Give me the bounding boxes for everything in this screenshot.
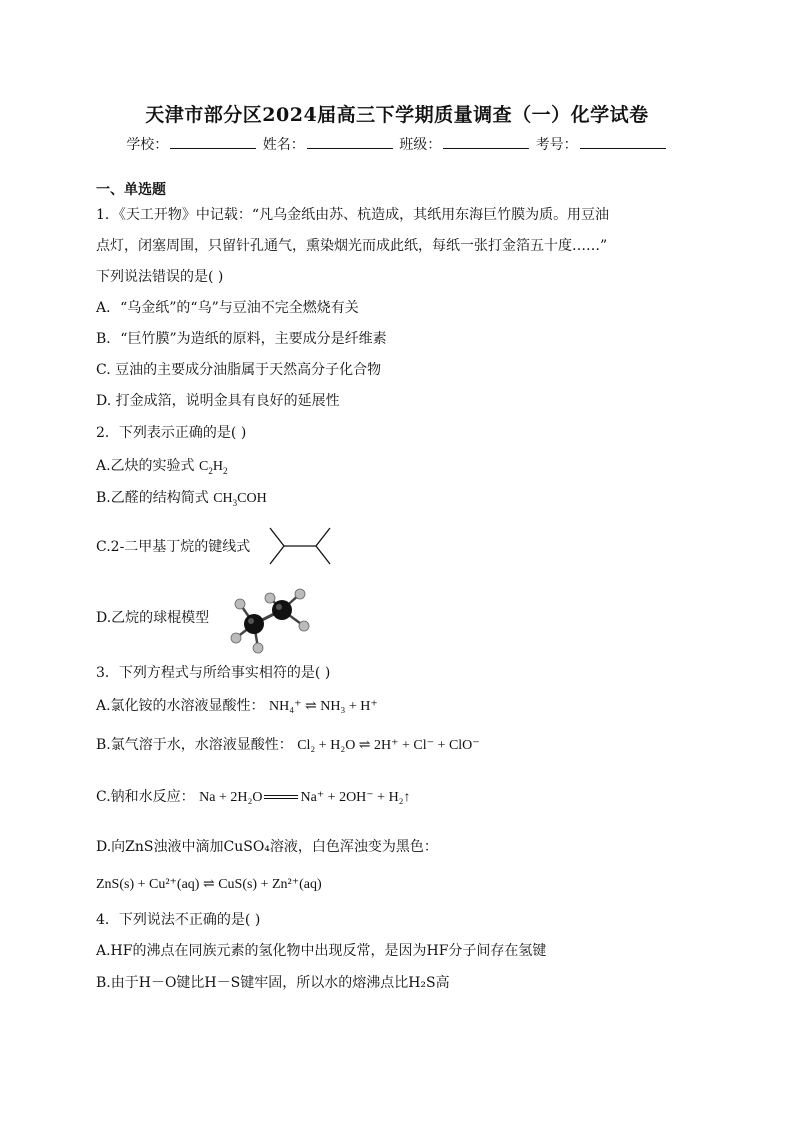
formula-sub: 2	[222, 465, 228, 476]
formula-part: COH	[237, 491, 267, 506]
formula-h: H	[212, 459, 223, 474]
q2-option-c-text: C.2-二甲基丁烷的键线式	[96, 539, 251, 555]
q2-option-d-text: D.乙烷的球棍模型	[96, 610, 210, 626]
formula-c: C	[199, 459, 209, 474]
q4-option-b: B.由于H－O键比H－S键牢固，所以水的熔沸点比H₂S高	[96, 975, 450, 991]
q3-option-c	[96, 790, 411, 805]
q2-option-b-text: B.乙醛的结构简式	[96, 490, 209, 506]
class-blank	[443, 134, 529, 149]
q3-option-a-equation: NH₄⁺ ⇌ NH₃ + H⁺	[269, 699, 378, 714]
q3-option-c-equation-right: Na⁺ + 2OH⁻ + H₂↑	[300, 790, 411, 805]
q3-option-d-text: D.向ZnS浊液中滴加CuSO₄溶液，白色浑浊变为黑色：	[96, 839, 438, 855]
q1-option-b: B．“巨竹膜”为造纸的原料，主要成分是纤维素	[96, 331, 387, 347]
equals-sign-icon	[264, 795, 298, 799]
q1-option-c: C. 豆油的主要成分油脂属于天然高分子化合物	[96, 362, 382, 378]
q1-option-a: A．“乌金纸”的“乌”与豆油不完全燃烧有关	[96, 300, 359, 316]
name-label: 姓名：	[262, 137, 305, 153]
q3-option-c-equation-left: Na + 2H₂O	[199, 790, 263, 805]
q3-option-a-text: A.氯化铵的水溶液显酸性：	[96, 698, 265, 714]
formula-sub: 3	[232, 497, 238, 508]
ball-and-stick-model	[224, 586, 316, 660]
q2-stem: 2．下列表示正确的是( )	[96, 425, 247, 441]
section-title: 一、单选题	[96, 182, 166, 198]
q3-option-d-equation: ZnS(s) + Cu²⁺(aq) ⇌ CuS(s) + Zn²⁺(aq)	[96, 877, 322, 892]
formula-part: CH	[213, 491, 233, 506]
q2-option-a	[96, 459, 227, 474]
q3-option-c-text: C.钠和水反应：	[96, 789, 195, 805]
q4-stem: 4．下列说法不正确的是( )	[96, 912, 261, 928]
exam-title: 天津市部分区2024届高三下学期质量调查（一）化学试卷	[145, 104, 649, 126]
formula-sub: 2	[208, 465, 213, 476]
name-blank	[307, 134, 393, 149]
q3-option-b-text: B.氯气溶于水，水溶液显酸性：	[96, 737, 293, 753]
q1-stem-line1: 1．《天工开物》中记载：“凡乌金纸由苏、杭造成，其纸用东海巨竹膜为质。用豆油	[96, 207, 610, 223]
q1-stem-line2: 点灯，闭塞周围，只留针孔通气，熏染烟光而成此纸，每纸一张打金箔五十度……”	[96, 238, 608, 254]
q3-option-b	[96, 738, 480, 753]
school-label: 学校：	[126, 137, 169, 153]
q3-option-b-equation: Cl₂ + H₂O ⇌ 2H⁺ + Cl⁻ + ClO⁻	[297, 738, 480, 753]
q3-option-a	[96, 699, 378, 714]
student-info-row	[0, 134, 794, 154]
skeletal-formula-diagram	[268, 524, 334, 570]
q3-stem: 3．下列方程式与所给事实相符的是( )	[96, 665, 331, 681]
exam-no-label: 考号：	[535, 137, 578, 153]
q1-option-d: D. 打金成箔，说明金具有良好的延展性	[96, 393, 340, 409]
q2-option-b	[96, 491, 267, 506]
exam-no-blank	[580, 134, 666, 149]
q2-option-a-text: A.乙炔的实验式	[96, 458, 195, 474]
q4-option-a: A.HF的沸点在同族元素的氢化物中出现反常，是因为HF分子间存在氢键	[96, 943, 547, 959]
q1-stem-line3: 下列说法错误的是( )	[96, 269, 224, 285]
q2-option-b-formula	[213, 491, 267, 506]
class-label: 班级：	[399, 137, 442, 153]
school-blank	[170, 134, 256, 149]
q2-option-a-formula	[199, 459, 227, 474]
